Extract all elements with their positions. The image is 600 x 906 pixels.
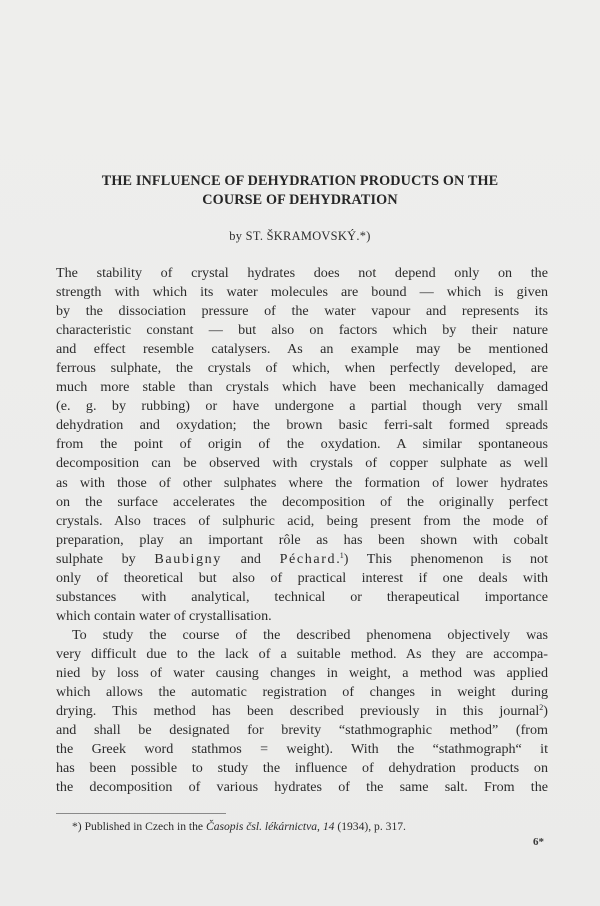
text-run: sulphate by: [56, 550, 155, 567]
body-line: the Greek word stathmos = weight). With the “stathmograph“ it: [56, 741, 548, 758]
title-line-2: COURSE OF DEHYDRATION: [202, 192, 398, 208]
body-line: on the surface accelerates the decomposition of the originally perfect: [56, 493, 548, 510]
body-line: much more stable than crystals which have been mechanically damaged: [56, 379, 548, 396]
body-line: which contain water of crystallisation.: [56, 607, 272, 624]
body-line: ferrous sulphate, the crystals of which, when perfectly developed, are: [56, 360, 548, 377]
text-run: (1934), p. 317.: [334, 820, 406, 833]
body-line: strength with which its water molecules are bound — which is given: [56, 284, 548, 301]
body-line: very difficult due to the lack of a suitable method. As they are accompa-: [56, 645, 548, 662]
body-line: To study the course of the described phenomena objectively was: [72, 626, 548, 643]
body-line: The stability of crystal hydrates does not depend only on the: [56, 265, 548, 281]
body-line: the decomposition of various hydrates of the same salt. From the: [56, 779, 548, 796]
footnote-marker: *): [72, 820, 82, 833]
body-line: as with those of other sulphates where the formation of lower hydrates: [56, 474, 548, 491]
article-body: [56, 264, 548, 797]
text-run: drying. This method has been described previously in this journal: [56, 703, 540, 720]
article-title: [50, 172, 550, 210]
body-line: characteristic constant — but also on factors which by their nature: [56, 322, 548, 339]
signature-mark: 6*: [533, 836, 544, 848]
author-name-pechard: Péchard: [279, 550, 337, 567]
reference-marker: 2: [539, 703, 544, 713]
body-line: by the dissociation pressure of the water vapour and represents its: [56, 303, 548, 320]
journal-name: Časopis čsl. lékárnictva, 14: [205, 820, 335, 833]
body-line: decomposition can be observed with crystals of copper sulphate as well: [56, 455, 548, 472]
author-byline: by ST. ŠKRAMOVSKÝ.*): [229, 229, 371, 243]
text-run: ) This phenomenon is not: [343, 550, 548, 567]
text-run: Published in Czech in the: [81, 820, 206, 833]
text-run: and: [221, 550, 280, 567]
body-line: has been possible to study the influence of dehydration products on: [56, 760, 548, 777]
body-line-citation: [56, 550, 548, 569]
body-line: only of theoretical but also of practical interest if one deals with: [56, 569, 548, 586]
body-line-citation: [56, 702, 548, 721]
body-line: and effect resemble catalysers. As an example may be mentioned: [56, 341, 548, 358]
footnote-divider: [56, 813, 226, 814]
reference-marker: 1: [339, 550, 344, 560]
body-line: dehydration and oxydation; the brown basic ferri-salt formed spreads: [56, 417, 548, 434]
text-run: .: [336, 550, 340, 567]
body-line: (e. g. by rubbing) or have undergone a partial though very small: [56, 398, 548, 415]
footnote: [72, 820, 406, 833]
title-line-1: THE INFLUENCE OF DEHYDRATION PRODUCTS ON THE: [101, 173, 499, 189]
body-line: nied by loss of water causing changes in weight, a method was applied: [56, 664, 548, 681]
body-line: preparation, play an important rôle as has been shown with cobalt: [56, 531, 548, 548]
text-run: ): [543, 703, 548, 720]
body-line: from the point of origin of the oxydation. A similar spontaneous: [56, 436, 548, 453]
body-line: which allows the automatic registration of changes in weight during: [56, 684, 548, 701]
body-line: and shall be designated for brevity “stathmographic method” (from: [56, 722, 548, 739]
author-name-baubigny: Baubigny: [154, 550, 222, 567]
body-line: substances with analytical, technical or therapeutical importance: [56, 588, 548, 605]
body-line: crystals. Also traces of sulphuric acid, being present from the mode of: [56, 512, 548, 529]
